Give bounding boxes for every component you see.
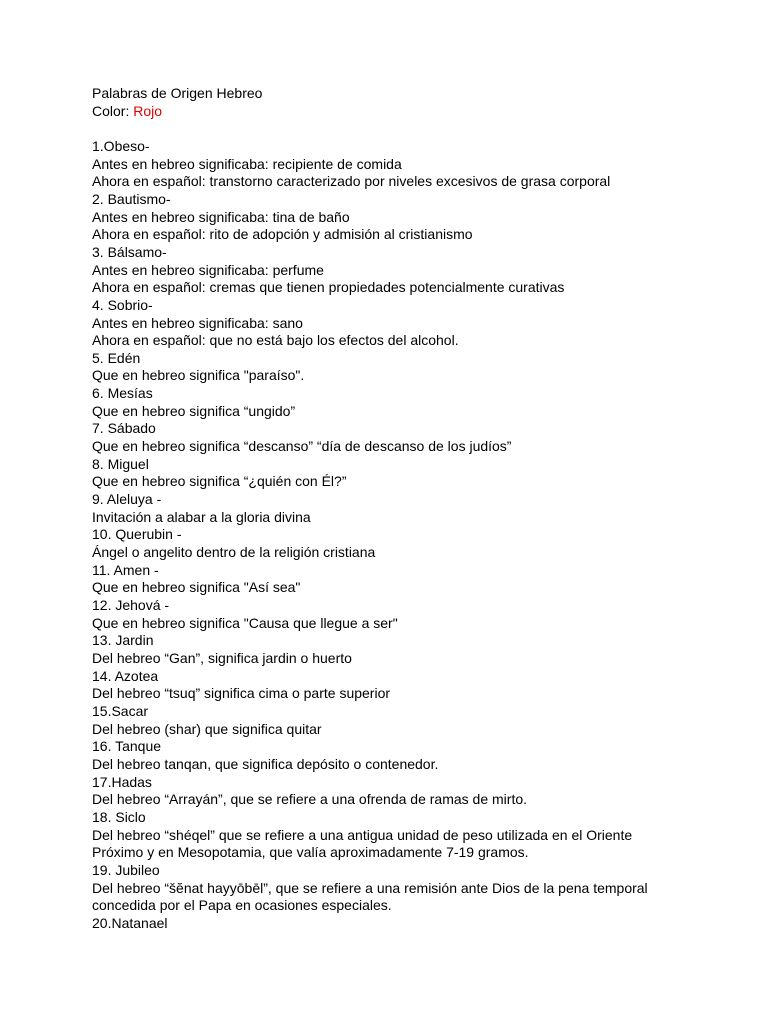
word-heading: 7. Sábado: [92, 420, 156, 437]
word-definition: Del hebreo “šĕnat hayyōbēl”, que se refiere a una remisión ante Dios de la pena temporal: [92, 879, 648, 896]
word-definition: Del hebreo “Arrayán”, que se refiere a una ofrenda de ramas de mirto.: [92, 791, 528, 808]
document-title: Palabras de Origen Hebreo: [92, 85, 263, 101]
word-definition: Del hebreo (shar) que significa quitar: [92, 720, 322, 737]
word-definition: Invitación a alabar a la gloria divina: [92, 508, 311, 525]
word-entry: [92, 456, 752, 491]
word-heading: 18. Siclo: [92, 808, 146, 825]
word-entry: [92, 915, 752, 933]
word-entry: [92, 809, 752, 862]
word-heading: 6. Mesías: [92, 385, 153, 402]
color-value: Rojo: [133, 102, 163, 119]
document-body: [92, 85, 752, 932]
word-heading: 8. Miguel: [92, 455, 149, 472]
color-label: Color:: [92, 102, 130, 119]
spacer: [92, 120, 752, 138]
word-heading: 2. Bautismo-: [92, 190, 171, 207]
word-heading: 19. Jubileo: [92, 861, 160, 878]
color-line: [92, 103, 752, 121]
word-definition: Del hebreo “shéqel” que se refiere a una antigua unidad de peso utilizada en el Oriente: [92, 826, 633, 843]
word-heading: 12. Jehová -: [92, 597, 170, 614]
word-entry: [92, 703, 752, 738]
word-heading: 20.Natanael: [92, 914, 168, 931]
word-entry: [92, 491, 752, 526]
word-entry: [92, 632, 752, 667]
word-definition: Que en hebreo significa “ungido”: [92, 402, 296, 419]
word-definition: Ahora en español: transtorno caracterizado por niveles excesivos de grasa corporal: [92, 173, 611, 190]
word-definition: Del hebreo “tsuq” significa cima o parte superior: [92, 685, 391, 702]
word-definition: Antes en hebreo significaba: tina de baño: [92, 208, 350, 225]
word-entry: [92, 526, 752, 561]
word-entry: [92, 244, 752, 297]
word-definition: Ahora en español: que no está bajo los efectos del alcohol.: [92, 332, 459, 349]
word-heading: 13. Jardin: [92, 632, 154, 649]
word-entry: [92, 350, 752, 385]
word-heading: 5. Edén: [92, 349, 141, 366]
word-definition: Que en hebreo significa "Así sea": [92, 579, 301, 596]
word-heading: 17.Hadas: [92, 773, 152, 790]
word-heading: 16. Tanque: [92, 738, 162, 755]
word-definition: Ahora en español: rito de adopción y admisión al cristianismo: [92, 226, 473, 243]
word-entry: [92, 862, 752, 915]
word-heading: 3. Bálsamo-: [92, 243, 167, 260]
word-definition: Que en hebreo significa "paraíso".: [92, 367, 305, 384]
word-definition: Ángel o angelito dentro de la religión cristiana: [92, 544, 376, 561]
word-entry: [92, 668, 752, 703]
word-entry: [92, 562, 752, 597]
word-heading: 10. Querubin -: [92, 526, 182, 543]
word-heading: 15.Sacar: [92, 702, 149, 719]
word-entry: [92, 191, 752, 244]
word-definition: Del hebreo “Gan”, significa jardin o huerto: [92, 649, 352, 666]
word-heading: 11. Amen -: [92, 561, 159, 578]
word-entry: [92, 138, 752, 191]
word-definition: Antes en hebreo significaba: perfume: [92, 261, 324, 278]
word-definition: Antes en hebreo significaba: sano: [92, 314, 303, 331]
word-definition: Que en hebreo significa "Causa que llegue a ser": [92, 614, 398, 631]
word-entry: [92, 385, 752, 420]
word-entry: [92, 738, 752, 773]
word-heading: 4. Sobrio-: [92, 296, 153, 313]
word-heading: 14. Azotea: [92, 667, 159, 684]
word-definition: concedida por el Papa en ocasiones especiales.: [92, 897, 392, 914]
word-definition: Que en hebreo significa “¿quién con Él?”: [92, 473, 347, 490]
word-definition: Del hebreo tanqan, que significa depósito o contenedor.: [92, 755, 439, 772]
word-definition: Próximo y en Mesopotamia, que valía aproximadamente 7-19 gramos.: [92, 844, 529, 861]
word-heading: 9. Aleluya -: [92, 491, 162, 508]
word-definition: Ahora en español: cremas que tienen propiedades potencialmente curativas: [92, 279, 565, 296]
word-entry: [92, 597, 752, 632]
word-list: [92, 138, 752, 933]
word-definition: Antes en hebreo significaba: recipiente de comida: [92, 155, 402, 172]
word-heading: 1.Obeso-: [92, 137, 150, 154]
word-entry: [92, 420, 752, 455]
word-definition: Que en hebreo significa “descanso” “día de descanso de los judíos”: [92, 438, 512, 455]
word-entry: [92, 774, 752, 809]
word-entry: [92, 297, 752, 350]
